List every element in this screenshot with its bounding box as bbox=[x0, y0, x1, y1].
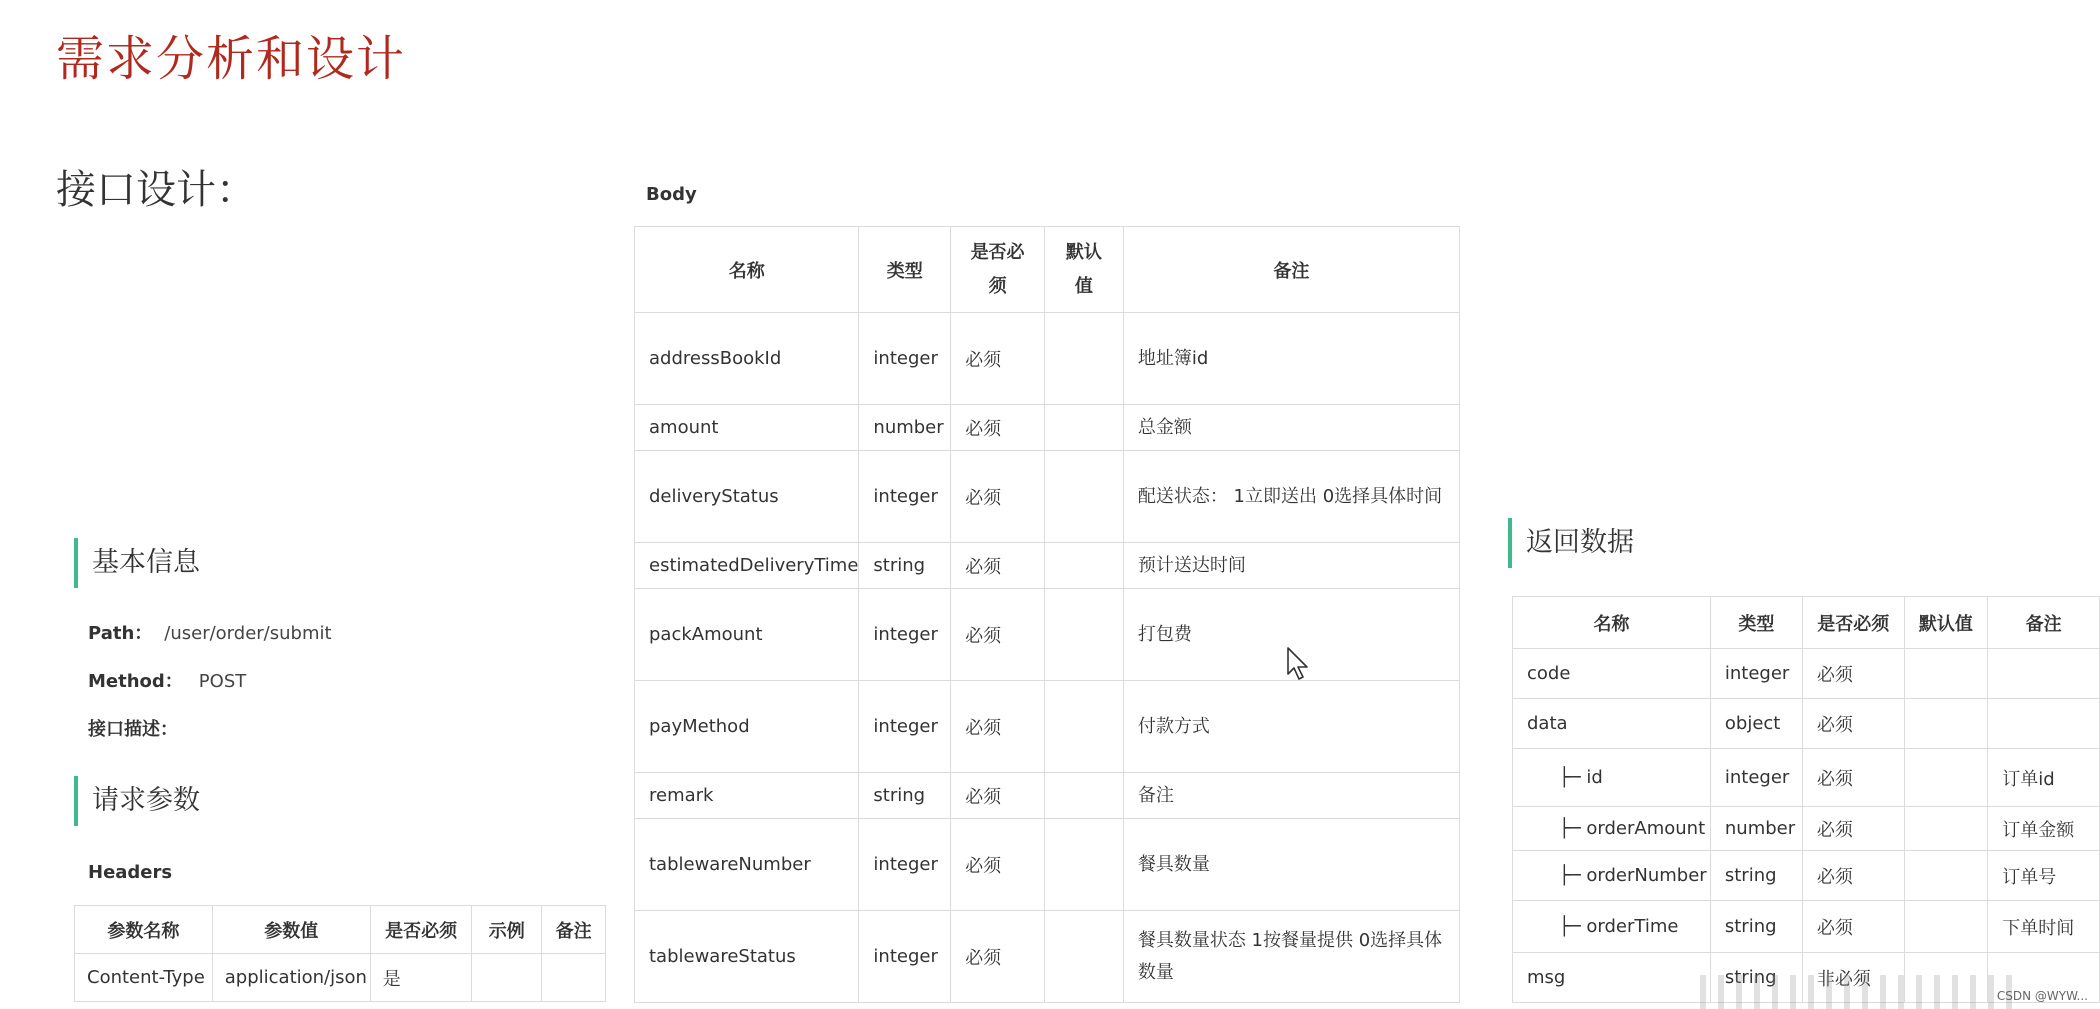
cell bbox=[1045, 681, 1124, 773]
body-table bbox=[634, 226, 1460, 1003]
cell bbox=[1904, 649, 1988, 699]
cell: 必须 bbox=[951, 405, 1045, 451]
table-row bbox=[1513, 851, 2100, 901]
cell bbox=[1904, 851, 1988, 901]
col-header: 默认值 bbox=[1045, 227, 1124, 313]
cell: 付款方式 bbox=[1123, 681, 1459, 773]
cell: integer bbox=[1710, 649, 1802, 699]
cell: number bbox=[859, 405, 951, 451]
cell: 餐具数量 bbox=[1123, 819, 1459, 911]
cell: packAmount bbox=[635, 589, 859, 681]
table-row bbox=[75, 954, 606, 1002]
col-header: 备注 bbox=[1988, 597, 2100, 649]
path-value: /user/order/submit bbox=[164, 623, 332, 644]
table-row bbox=[635, 819, 1460, 911]
cell: string bbox=[859, 543, 951, 589]
cell: payMethod bbox=[635, 681, 859, 773]
mouse-pointer-icon bbox=[1286, 646, 1312, 682]
headers-table bbox=[74, 905, 606, 1002]
cell: 必须 bbox=[1802, 901, 1904, 953]
table-row bbox=[1513, 649, 2100, 699]
cell: ├─ orderAmount bbox=[1513, 807, 1711, 851]
col-header: 默认值 bbox=[1904, 597, 1988, 649]
cell: msg bbox=[1513, 953, 1711, 1003]
cell: 必须 bbox=[951, 451, 1045, 543]
cell: 订单金额 bbox=[1988, 807, 2100, 851]
cell bbox=[1045, 543, 1124, 589]
cell: integer bbox=[859, 911, 951, 1003]
basic-info-heading: 基本信息 bbox=[74, 538, 200, 588]
section-title: 接口设计： bbox=[56, 167, 256, 213]
cell: code bbox=[1513, 649, 1711, 699]
watermark: CSDN @WYW... bbox=[1996, 989, 2088, 1003]
cell: 必须 bbox=[1802, 699, 1904, 749]
request-params-heading: 请求参数 bbox=[74, 776, 200, 826]
cell: integer bbox=[859, 451, 951, 543]
cell: string bbox=[859, 773, 951, 819]
return-data-heading: 返回数据 bbox=[1508, 518, 1634, 568]
cell: deliveryStatus bbox=[635, 451, 859, 543]
headers-label: Headers bbox=[88, 862, 173, 883]
cell: 必须 bbox=[951, 773, 1045, 819]
cell: 必须 bbox=[951, 589, 1045, 681]
cell: addressBookId bbox=[635, 313, 859, 405]
return-table bbox=[1512, 596, 2100, 1003]
cell: application/json bbox=[212, 954, 370, 1002]
cell: integer bbox=[859, 589, 951, 681]
col-header: 类型 bbox=[859, 227, 951, 313]
desc-label: 接口描述： bbox=[88, 719, 178, 740]
cell: 备注 bbox=[1123, 773, 1459, 819]
table-row bbox=[1513, 807, 2100, 851]
col-header: 备注 bbox=[1123, 227, 1459, 313]
cell bbox=[1045, 819, 1124, 911]
col-header: 示例 bbox=[472, 906, 542, 954]
cell: integer bbox=[859, 313, 951, 405]
table-row bbox=[635, 773, 1460, 819]
table-row bbox=[635, 313, 1460, 405]
cell: 配送状态： 1立即送出 0选择具体时间 bbox=[1123, 451, 1459, 543]
cell bbox=[1045, 911, 1124, 1003]
cell: 必须 bbox=[951, 681, 1045, 773]
background-artifact bbox=[1700, 975, 2020, 1009]
cell: 是 bbox=[370, 954, 472, 1002]
cell bbox=[1045, 451, 1124, 543]
cell: string bbox=[1710, 851, 1802, 901]
cell: object bbox=[1710, 699, 1802, 749]
col-header: 是否必须 bbox=[1802, 597, 1904, 649]
cell: 订单号 bbox=[1988, 851, 2100, 901]
cell: 必须 bbox=[1802, 749, 1904, 807]
cell: 非必须 bbox=[1802, 953, 1904, 1003]
cell: number bbox=[1710, 807, 1802, 851]
cell: 必须 bbox=[1802, 807, 1904, 851]
body-label: Body bbox=[646, 184, 697, 205]
cell bbox=[1904, 749, 1988, 807]
cell: ├─ orderNumber bbox=[1513, 851, 1711, 901]
cell: string bbox=[1710, 953, 1802, 1003]
table-row bbox=[635, 589, 1460, 681]
cell: 必须 bbox=[951, 819, 1045, 911]
cell bbox=[1988, 649, 2100, 699]
cell: 必须 bbox=[951, 543, 1045, 589]
cell: 订单id bbox=[1988, 749, 2100, 807]
cell: 总金额 bbox=[1123, 405, 1459, 451]
cell: estimatedDeliveryTime bbox=[635, 543, 859, 589]
col-header: 名称 bbox=[1513, 597, 1711, 649]
cell: 预计送达时间 bbox=[1123, 543, 1459, 589]
cell bbox=[1045, 773, 1124, 819]
cell bbox=[1904, 901, 1988, 953]
cell: 地址簿id bbox=[1123, 313, 1459, 405]
cell: 必须 bbox=[1802, 851, 1904, 901]
table-row bbox=[635, 451, 1460, 543]
col-header: 是否必须 bbox=[370, 906, 472, 954]
path-row bbox=[88, 622, 332, 646]
cell: data bbox=[1513, 699, 1711, 749]
cell: tablewareStatus bbox=[635, 911, 859, 1003]
cell bbox=[1045, 589, 1124, 681]
cell: string bbox=[1710, 901, 1802, 953]
cell: ├─ orderTime bbox=[1513, 901, 1711, 953]
col-header: 参数值 bbox=[212, 906, 370, 954]
page-title: 需求分析和设计 bbox=[56, 31, 407, 87]
cell: 必须 bbox=[951, 911, 1045, 1003]
table-row bbox=[1513, 901, 2100, 953]
cell bbox=[1904, 807, 1988, 851]
table-row bbox=[635, 405, 1460, 451]
cell bbox=[1988, 699, 2100, 749]
cell: 打包费 bbox=[1123, 589, 1459, 681]
cell: 必须 bbox=[1802, 649, 1904, 699]
table-row bbox=[635, 911, 1460, 1003]
cell bbox=[1045, 405, 1124, 451]
method-label: Method： bbox=[88, 671, 183, 692]
cell bbox=[1045, 313, 1124, 405]
table-row bbox=[635, 681, 1460, 773]
cell: integer bbox=[859, 819, 951, 911]
cell bbox=[1904, 699, 1988, 749]
table-row bbox=[1513, 699, 2100, 749]
table-row bbox=[1513, 749, 2100, 807]
cell: 必须 bbox=[951, 313, 1045, 405]
cell: 下单时间 bbox=[1988, 901, 2100, 953]
col-header: 参数名称 bbox=[75, 906, 213, 954]
table-row bbox=[635, 543, 1460, 589]
cell bbox=[472, 954, 542, 1002]
method-value: POST bbox=[198, 671, 247, 692]
cell bbox=[542, 954, 606, 1002]
method-row bbox=[88, 670, 246, 694]
cell: integer bbox=[859, 681, 951, 773]
cell: tablewareNumber bbox=[635, 819, 859, 911]
cell: remark bbox=[635, 773, 859, 819]
cell: ├─ id bbox=[1513, 749, 1711, 807]
col-header: 名称 bbox=[635, 227, 859, 313]
col-header: 类型 bbox=[1710, 597, 1802, 649]
col-header: 备注 bbox=[542, 906, 606, 954]
cell: amount bbox=[635, 405, 859, 451]
desc-row bbox=[88, 718, 178, 742]
cell: Content-Type bbox=[75, 954, 213, 1002]
cell: integer bbox=[1710, 749, 1802, 807]
col-header: 是否必须 bbox=[951, 227, 1045, 313]
path-label: Path： bbox=[88, 623, 153, 644]
cell: 餐具数量状态 1按餐量提供 0选择具体数量 bbox=[1123, 911, 1459, 1003]
